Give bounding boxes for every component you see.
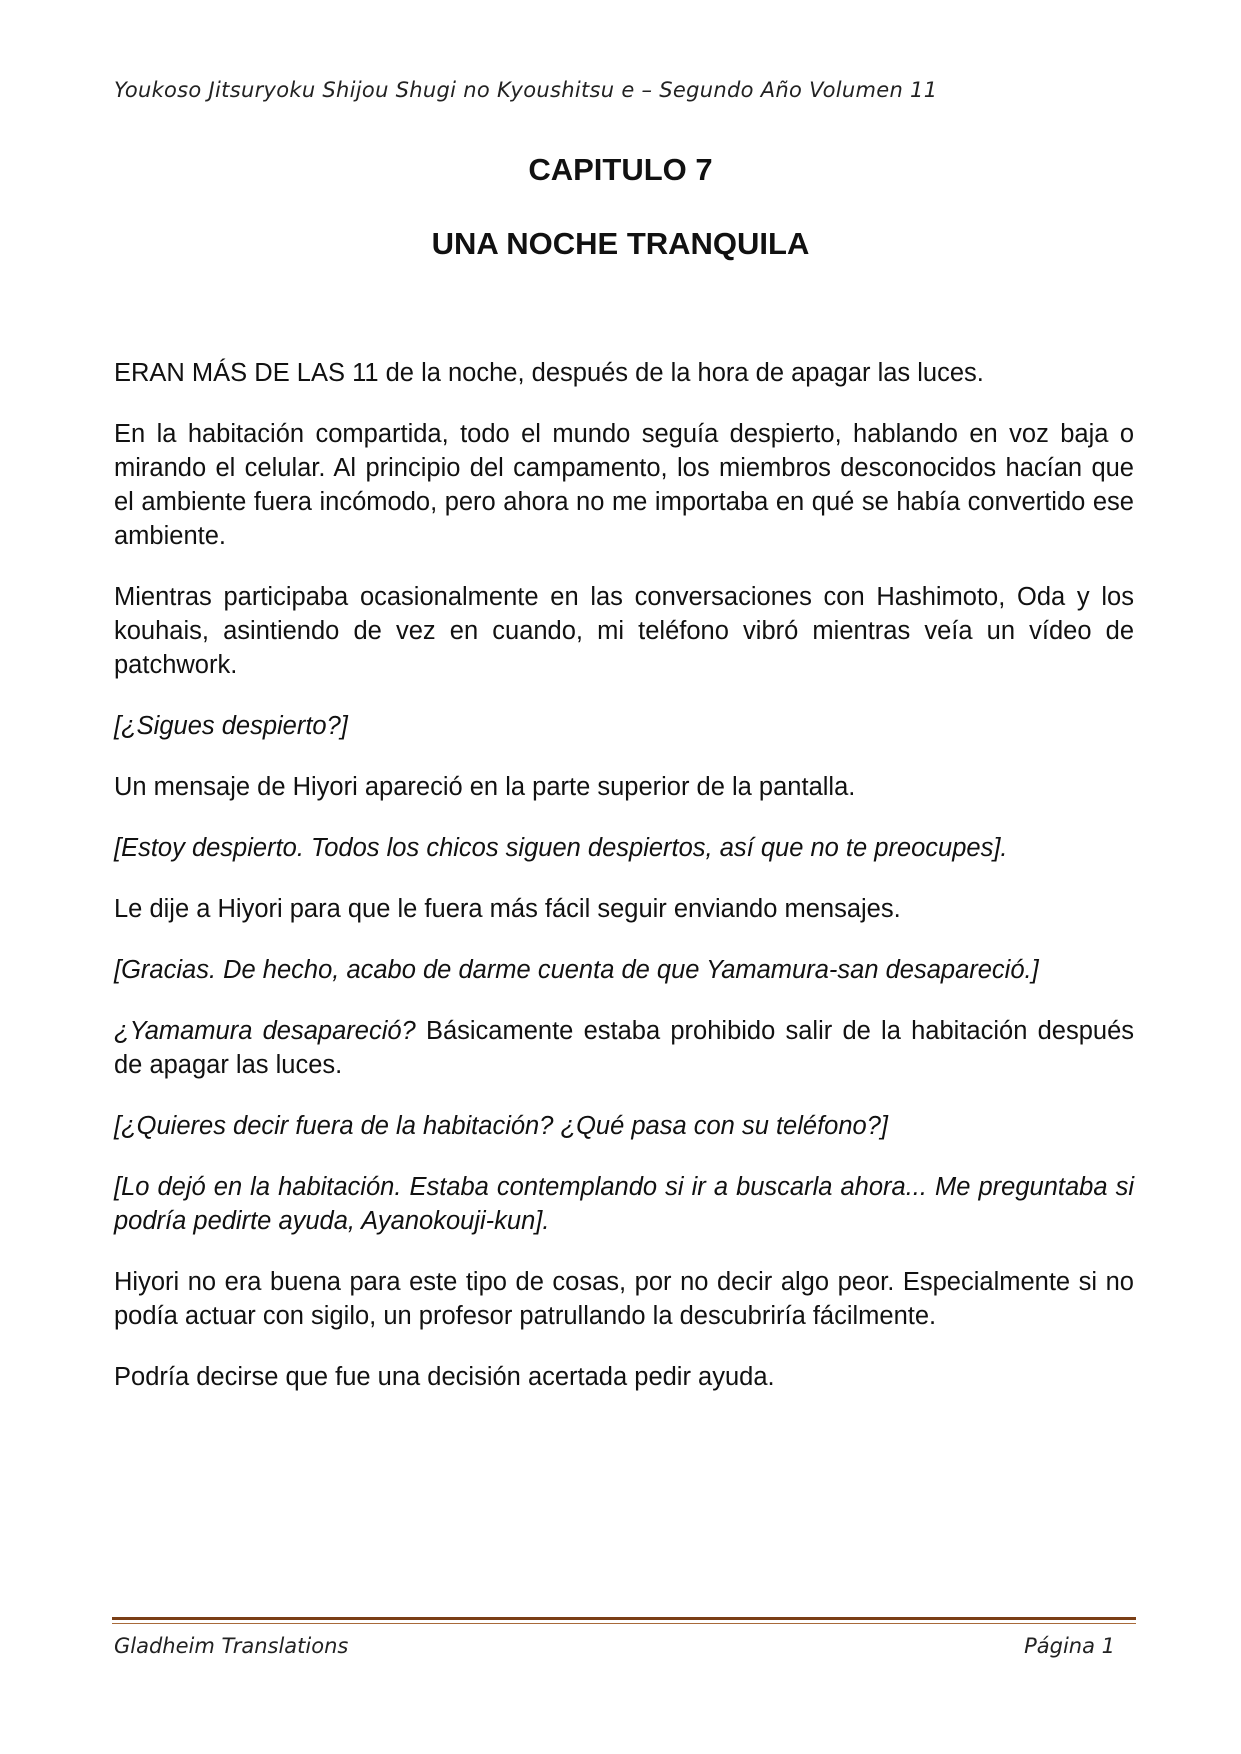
message-line: [¿Quieres decir fuera de la habitación? ¿Qué pasa con su teléfono?]: [114, 1112, 888, 1140]
inner-thought: ¿Yamamura desapareció?: [114, 1017, 416, 1045]
paragraph: [114, 1014, 1134, 1082]
message-line: [Estoy despierto. Todos los chicos siguen despiertos, así que no te preocupes].: [114, 834, 1008, 862]
paragraph: Podría decirse que fue una decisión acertada pedir ayuda.: [114, 1363, 775, 1391]
message-line: [Gracias. De hecho, acabo de darme cuenta de que Yamamura-san desapareció.]: [114, 956, 1039, 984]
paragraph: ERAN MÁS DE LAS 11 de la noche, después de la hora de apagar las luces.: [114, 359, 984, 387]
paragraph: Hiyori no era buena para este tipo de cosas, por no decir algo peor. Especialmente si no podía actuar con sigilo, un profesor patrullando la descubriría fácilmente.: [114, 1268, 1134, 1330]
footer-divider: [112, 1617, 1136, 1620]
chapter-number: CAPITULO 7: [528, 152, 713, 187]
footer-page-number: Página 1: [1024, 1634, 1115, 1658]
paragraph: Mientras participaba ocasionalmente en las conversaciones con Hashimoto, Oda y los kouhais, asintiendo de vez en cuando, mi teléfono vibró mientras veía un vídeo de patchwork.: [114, 583, 1134, 679]
paragraph-text: Básicamente estaba prohibido salir de la habitación después de apagar las luces.: [114, 1017, 1134, 1079]
message-line: [¿Sigues despierto?]: [114, 712, 348, 740]
chapter-title: UNA NOCHE TRANQUILA: [431, 226, 810, 261]
paragraph: En la habitación compartida, todo el mundo seguía despierto, hablando en voz baja o mirando el celular. Al principio del campamento, los miembros desconocidos hacían que el ambiente fuera incómodo, pero ahora no me importaba en qué se había convertido ese ambiente.: [114, 420, 1134, 550]
running-header: Youkoso Jitsuryoku Shijou Shugi no Kyoushitsu e – Segundo Año Volumen 11: [114, 78, 938, 102]
chapter-body: [114, 356, 1134, 1421]
footer-publisher: Gladheim Translations: [114, 1634, 349, 1658]
footer-divider-thin: [112, 1623, 1136, 1624]
paragraph: Un mensaje de Hiyori apareció en la parte superior de la pantalla.: [114, 773, 856, 801]
message-line: [Lo dejó en la habitación. Estaba contemplando si ir a buscarla ahora... Me preguntaba si podría pedirte ayuda, Ayanokouji-kun].: [114, 1173, 1134, 1235]
paragraph: Le dije a Hiyori para que le fuera más fácil seguir enviando mensajes.: [114, 895, 901, 923]
